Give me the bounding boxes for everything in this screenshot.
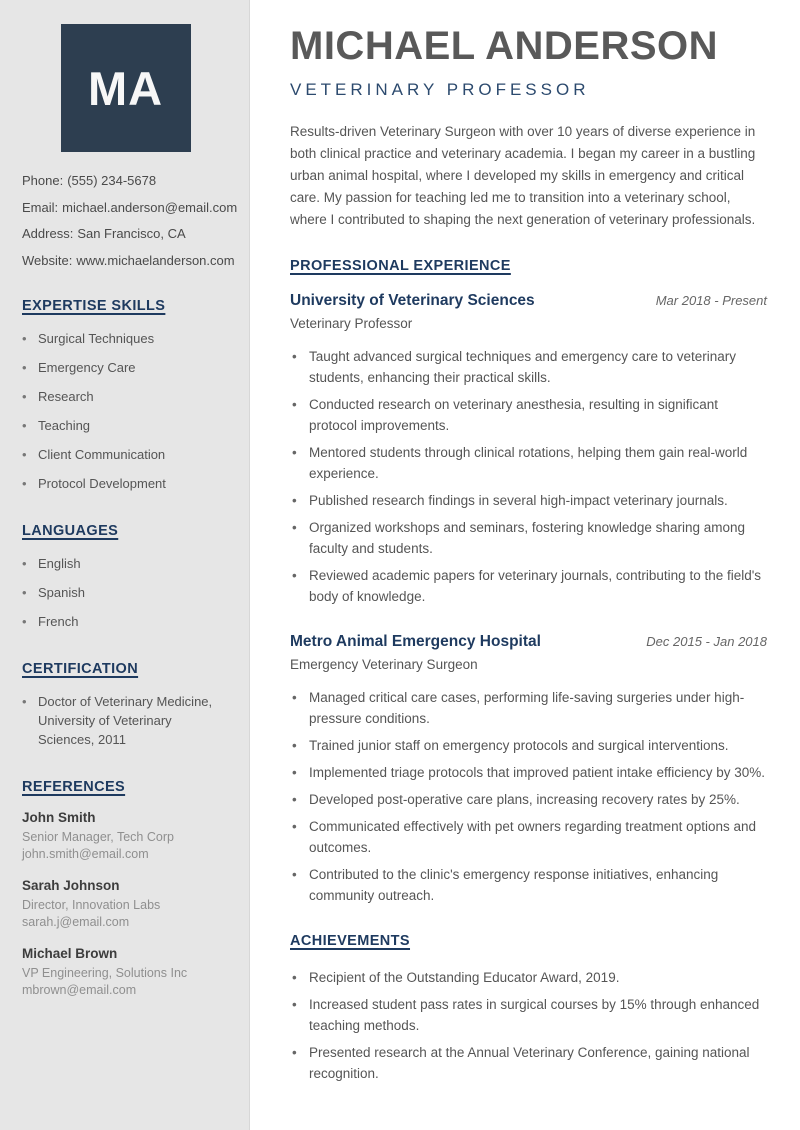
contact-website-label: Website: <box>22 252 73 268</box>
certification-item: • Doctor of Veterinary Medicine, University of Veterinary Sciences, 2011 <box>22 692 229 749</box>
summary-paragraph: Results-driven Veterinary Surgeon with over 10 years of diverse experience in both clinical practice and veterinary academia. I began my career in a bustling urban animal hospital, where I developed my skills in emergency and critical care. My passion for teaching led me to transition into a veterinary school, where I contributed to shaping the next generation of veterinary professionals. <box>290 124 756 227</box>
references-section <box>22 779 229 999</box>
reference-entry <box>22 878 229 931</box>
avatar-initials: MA <box>87 61 164 115</box>
experience-entry <box>290 633 767 906</box>
achievements-section <box>290 933 767 1084</box>
languages-heading: LANGUAGES <box>22 522 119 539</box>
skill-item: • Teaching <box>22 416 229 435</box>
language-item: • Spanish <box>22 583 229 602</box>
languages-section <box>22 523 229 631</box>
reference-email: sarah.j@email.com <box>22 914 130 929</box>
experience-entry <box>290 292 767 607</box>
contact-address <box>22 227 229 241</box>
certification-heading: CERTIFICATION <box>22 660 139 677</box>
reference-title: Senior Manager, Tech Corp <box>22 829 174 844</box>
job-bullet-list <box>290 346 767 607</box>
experience-heading: PROFESSIONAL EXPERIENCE <box>290 258 511 274</box>
job-header <box>290 633 767 651</box>
achievement-item: • Presented research at the Annual Veterinary Conference, gaining national recognition. <box>290 1042 767 1084</box>
contact-info <box>22 173 238 268</box>
contact-address-value: San Francisco, CA <box>77 226 186 241</box>
avatar <box>61 24 191 152</box>
reference-email: mbrown@email.com <box>22 982 137 997</box>
achievements-list <box>290 967 767 1084</box>
job-header <box>290 292 767 310</box>
job-bullet: • Taught advanced surgical techniques and emergency care to veterinary students, enhancing their practical skills. <box>290 346 767 388</box>
contact-email-value: michael.anderson@email.com <box>62 199 238 215</box>
skill-item: • Emergency Care <box>22 358 229 377</box>
job-bullet: • Published research findings in several high-impact veterinary journals. <box>290 490 767 511</box>
contact-email-label: Email: <box>22 199 59 215</box>
achievement-item: • Increased student pass rates in surgical courses by 15% through enhanced teaching methods. <box>290 994 767 1036</box>
job-role: Veterinary Professor <box>290 316 413 331</box>
contact-email <box>22 199 238 215</box>
job-bullet-list <box>290 687 767 906</box>
job-bullet: • Reviewed academic papers for veterinary journals, contributing to the field's body of knowledge. <box>290 565 767 607</box>
certification-list <box>22 692 229 749</box>
reference-name: Michael Brown <box>22 945 118 961</box>
job-role: Emergency Veterinary Surgeon <box>290 657 478 672</box>
references-heading: REFERENCES <box>22 778 126 795</box>
reference-title: VP Engineering, Solutions Inc <box>22 965 188 980</box>
skills-section <box>22 298 229 493</box>
contact-phone <box>22 174 229 188</box>
reference-title: Director, Innovation Labs <box>22 897 161 912</box>
skills-list <box>22 329 229 493</box>
skill-item: • Surgical Techniques <box>22 329 229 348</box>
reference-entry <box>22 946 229 999</box>
reference-entry <box>22 810 229 863</box>
job-bullet: • Mentored students through clinical rotations, helping them gain real-world experience. <box>290 442 767 484</box>
languages-list <box>22 554 229 631</box>
contact-website-value: www.michaelanderson.com <box>76 252 235 268</box>
company-name: University of Veterinary Sciences <box>290 292 535 309</box>
job-bullet: • Organized workshops and seminars, fostering knowledge sharing among faculty and students. <box>290 517 767 559</box>
certification-section <box>22 661 229 749</box>
skill-item: • Research <box>22 387 229 406</box>
skill-item: • Client Communication <box>22 445 229 464</box>
sidebar <box>0 0 250 1130</box>
job-bullet: • Managed critical care cases, performing life-saving surgeries under high-pressure conditions. <box>290 687 767 729</box>
reference-name: Sarah Johnson <box>22 877 120 893</box>
job-bullet: • Communicated effectively with pet owners regarding treatment options and outcomes. <box>290 816 767 858</box>
contact-address-label: Address: <box>22 226 74 241</box>
main-content <box>250 0 800 1130</box>
achievement-item: • Recipient of the Outstanding Educator Award, 2019. <box>290 967 767 988</box>
reference-name: John Smith <box>22 809 96 825</box>
achievements-heading: ACHIEVEMENTS <box>290 933 411 949</box>
job-bullet: • Implemented triage protocols that improved patient intake efficiency by 30%. <box>290 762 767 783</box>
person-name: MICHAEL ANDERSON <box>290 24 719 68</box>
contact-phone-value: (555) 234-5678 <box>67 173 157 188</box>
person-job-title: VETERINARY PROFESSOR <box>290 80 590 99</box>
language-item: • English <box>22 554 229 573</box>
job-bullet: • Trained junior staff on emergency protocols and surgical interventions. <box>290 735 767 756</box>
skill-item: • Protocol Development <box>22 474 229 493</box>
job-dates: Mar 2018 - Present <box>655 293 767 308</box>
contact-phone-label: Phone: <box>22 173 64 188</box>
job-bullet: • Contributed to the clinic's emergency response initiatives, enhancing community outreach. <box>290 864 767 906</box>
skills-heading: EXPERTISE SKILLS <box>22 297 166 314</box>
job-bullet: • Conducted research on veterinary anesthesia, resulting in significant protocol improvements. <box>290 394 767 436</box>
language-item: • French <box>22 612 229 631</box>
company-name: Metro Animal Emergency Hospital <box>290 633 541 650</box>
reference-email: john.smith@email.com <box>22 846 149 861</box>
contact-website <box>22 252 235 268</box>
job-dates: Dec 2015 - Jan 2018 <box>646 634 767 649</box>
job-bullet: • Developed post-operative care plans, increasing recovery rates by 25%. <box>290 789 767 810</box>
